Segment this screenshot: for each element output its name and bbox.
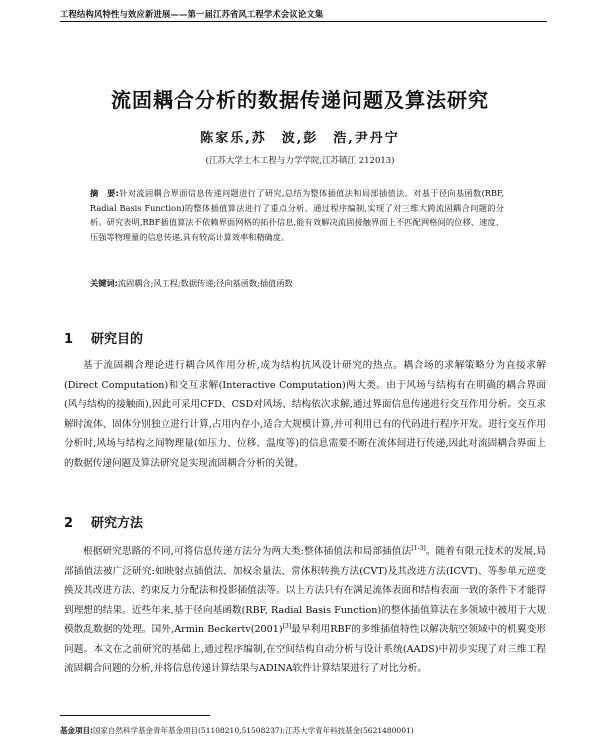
footnote-rule xyxy=(60,715,210,716)
running-header: 工程结构风特性与效应新进展——第一届江苏省风工程学术会议论文集 xyxy=(60,9,324,19)
author-list: 陈家乐,苏 波,彭 浩,尹丹宁 xyxy=(200,131,400,146)
affiliation: (江苏大学土木工程与力学学院,江苏镇江 212013) xyxy=(205,156,395,166)
section-heading-1 xyxy=(64,328,143,347)
footnote-text: 国家自然科学基金青年基金项目(51108210,51508237);江苏大学青年科技基金(5621480001) xyxy=(93,726,414,735)
section-number: 1 xyxy=(64,332,74,347)
paragraph-text: 最早利用RBF的多维插值特性以解决航空领域中的机翼变形问题。本文在之前研究的基础上,通过程序编制,在空间结构自动分析与设计系统(AADS)中初步实现了对三维工程流固耦合问题的分析,并将信息传递计算结果与ADINA软件计算结果进行了对比分析。 xyxy=(64,624,546,674)
section-number: 2 xyxy=(64,516,74,531)
section-heading-2 xyxy=(64,512,143,531)
paper-title: 流固耦合分析的数据传递问题及算法研究 xyxy=(111,88,489,112)
section-title: 研究目的 xyxy=(91,332,144,347)
paragraph-text: 。随着有限元技术的发展,局部插值法被广泛研究:如映射点插值法、加权余量法、常体积转换方法(CVT)及其改进方法(ICVT)、等参单元逆变换及其改进方法、约束反力分配法和投影插值法等。以上方法只有在满足流体表面和结构表面一致的条件下才能得到理想的结果。近些年来,基于径向基函数(RBF, Radial Basis Function)的整体插值算法在多领域中被用于大规模散乱数据的处理。国外,Armin Beckertv(2001) xyxy=(64,546,546,635)
citation-ref: [1-3] xyxy=(411,544,426,552)
citation-ref: [3] xyxy=(282,622,292,630)
footnote-label: 基金项目: xyxy=(60,726,93,735)
abstract-text: 针对流固耦合界面信息传递问题进行了研究,总结为整体插值法和局部插值法。对基于径向基函数(RBF, Radial Basis Function)的整体插值算法进行了重点分析。通过程序编制,实现了对三维大跨流固耦合问题的分析。研究表明,RBF插值算法不依赖界面网格的拓扑信息,能有效解决流固接触界面上不匹配网格间的位移、速度、压强等物理量的信息传递,具有较高计算效率和精确度。 xyxy=(90,188,504,242)
section-2-paragraph xyxy=(64,542,546,679)
keywords xyxy=(90,276,504,290)
keywords-label: 关键词: xyxy=(90,278,118,288)
header-rule xyxy=(60,21,547,22)
abstract-label: 摘 要: xyxy=(90,188,119,198)
section-1-paragraph: 基于流固耦合理论进行耦合风作用分析,成为结构抗风设计研究的热点。耦合场的求解策略分为直接求解(Direct Computation)和交互求解(Interactive Computation)两大类。由于风场与结构有在明确的耦合界面(风与结构的接触面),因此可采用CFD、CSD对风场、结构依次求解,通过界面信息传递进行交互作用分析。交互求解时流体、固体分别独立进行计算,占用内存小,适合大规模计算,并可利用已有的代码进行程序开发。进行交互作用分析时,风场与结构之间物理量(如压力、位移、温度等)的信息需要不断在流体间进行传递,因此对流固耦合界面上的数据传递问题及算法研究是实现流固耦合分析的关键。 xyxy=(64,360,546,469)
footnote xyxy=(60,725,550,736)
paragraph-text: 根据研究思路的不同,可将信息传递方法分为两大类:整体插值法和局部插值法 xyxy=(83,546,412,557)
abstract xyxy=(90,186,504,244)
keywords-text: 流固耦合;风工程;数据传递;径向基函数;插值函数 xyxy=(117,278,293,288)
section-title: 研究方法 xyxy=(91,516,144,531)
